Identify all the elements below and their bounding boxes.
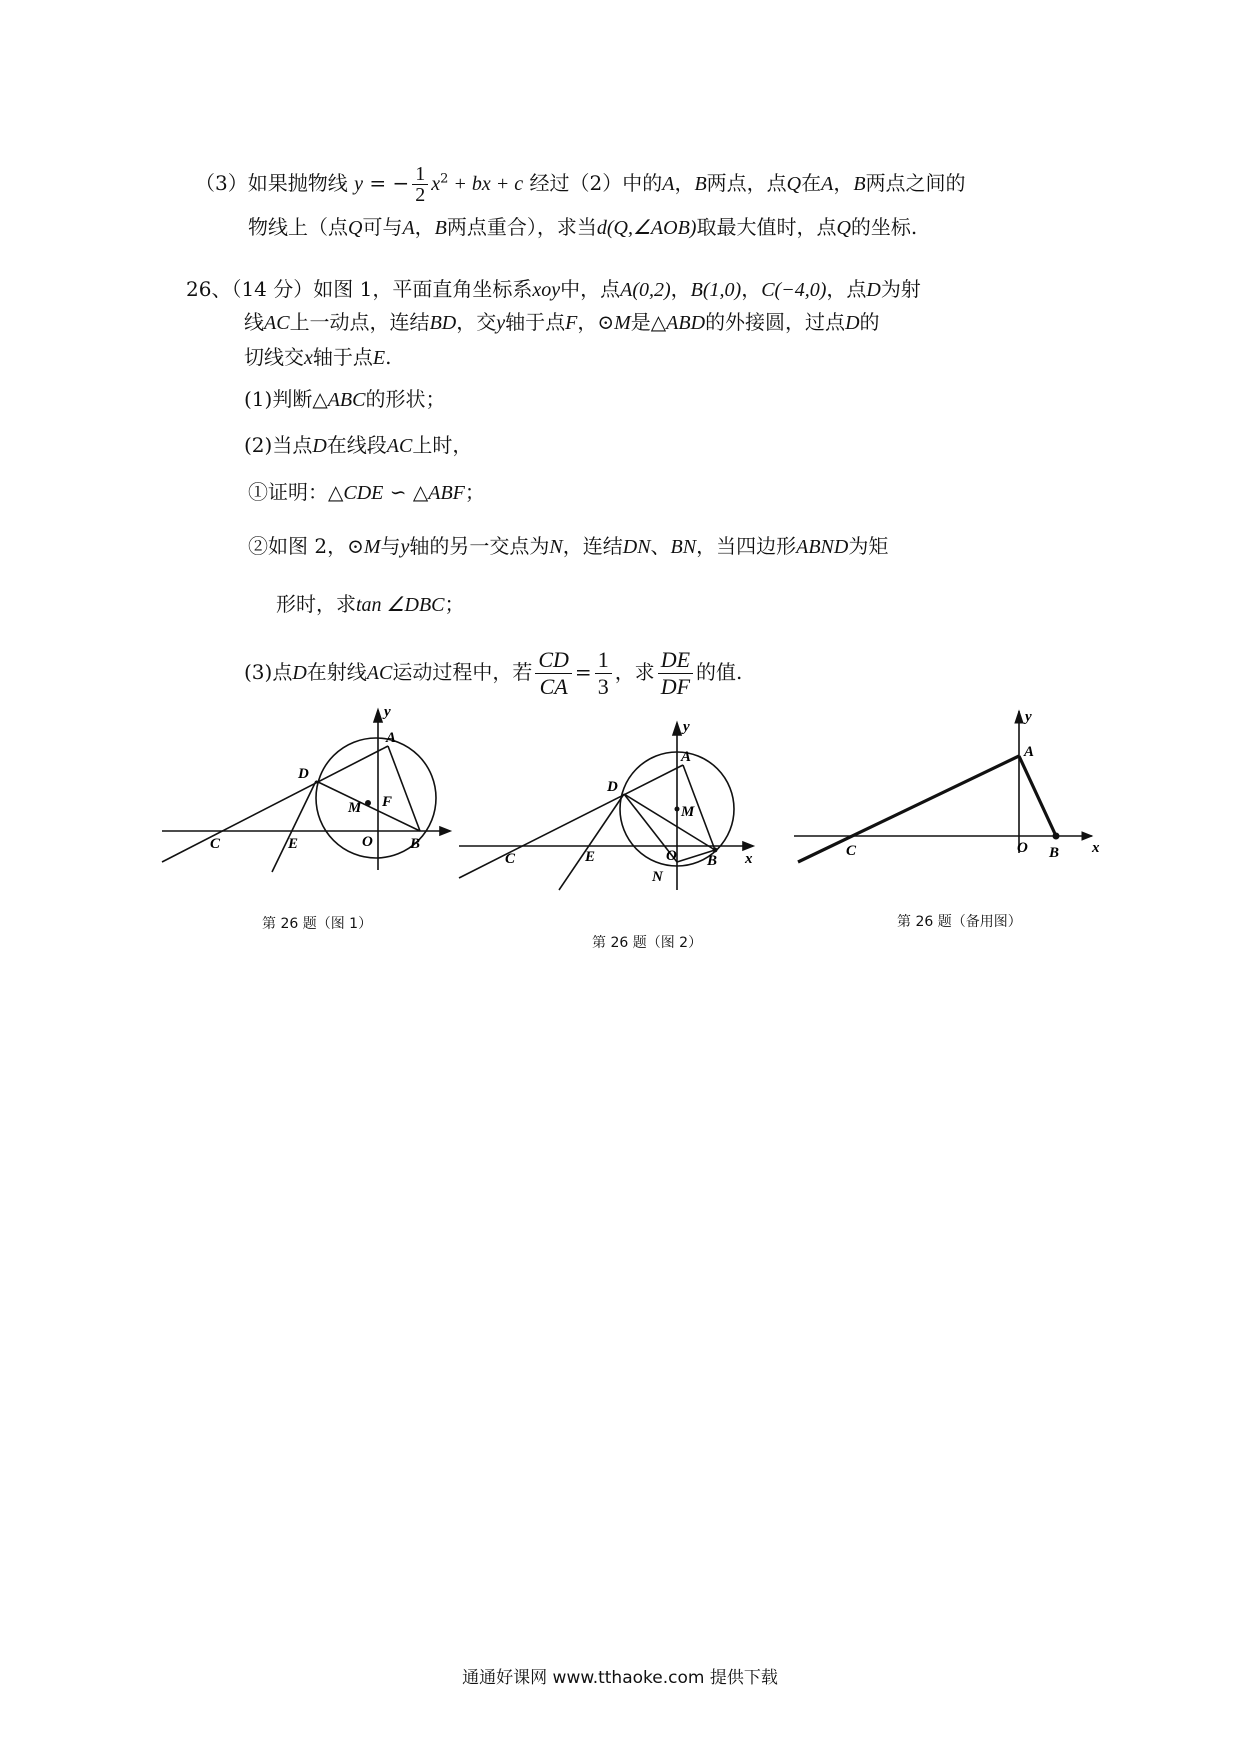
fig3-label-c: C: [846, 843, 857, 859]
figure-2: [455, 715, 765, 895]
footer-source: 通通好课网 www.tthaoke.com 提供下载: [462, 1668, 778, 1688]
fig3-label-b: B: [1049, 845, 1060, 861]
fig2-y-arrow: [673, 723, 681, 735]
fig2-label-o: O: [666, 848, 677, 864]
fig2-label-d: D: [607, 779, 618, 795]
fig1-label-f: F: [382, 794, 393, 810]
fig2-ray-ca: [459, 765, 683, 878]
fig2-label-a: A: [681, 749, 692, 765]
fig3-caption: 第 26 题（备用图）: [897, 914, 1022, 930]
fig3-y-arrow: [1015, 711, 1023, 723]
fig1-label-c: C: [210, 836, 221, 852]
q26-line2: 线AC上一动点，连结BD，交y轴于点F，⊙M是△ABD的外接圆，过点D的: [244, 310, 880, 334]
q26-part2-sub1: ①证明：△CDE ∽ △ABF；: [248, 480, 485, 504]
q26-line1: 26、（14 分）如图 1，平面直角坐标系xoy中，点A(0,2)，B(1,0)，C(−4,0)，点D为射: [186, 277, 921, 301]
fig2-point-b: [713, 848, 718, 853]
fig2-label-e: E: [585, 849, 596, 865]
fraction-cd-over-ca: $\frac{CD}{CA}$: [535, 647, 572, 700]
figure-1: [150, 700, 460, 870]
fraction-one-half: $\frac{1}{2}$: [412, 164, 428, 205]
fig1-label-b: B: [410, 836, 421, 852]
fig3-label-x: x: [1092, 840, 1100, 856]
fig3-point-b: [1053, 833, 1060, 840]
fraction-de-over-df: $\frac{DE}{DF}$: [658, 647, 693, 700]
fig3-label-y: y: [1025, 709, 1032, 725]
fig2-label-y: y: [683, 719, 690, 735]
q26-part2: (2)当点D在线段AC上时，: [244, 433, 473, 457]
fig1-point-m: [365, 800, 371, 806]
q26-line3: 切线交x轴于点E.: [244, 345, 392, 369]
q26-part2-sub2: ②如图 2，⊙M与y轴的另一交点为N，连结DN、BN，当四边形ABND为矩: [248, 534, 889, 558]
fig1-label-y: y: [384, 704, 391, 720]
q26-part1: (1)判断△ABC的形状；: [244, 387, 446, 411]
fig1-label-d: D: [298, 766, 309, 782]
fig1-label-m: M: [348, 800, 362, 816]
fig2-tangent-de: [559, 794, 624, 890]
fraction-one-third: $\frac{1}{3}$: [595, 647, 612, 700]
fig2-label-b: B: [707, 853, 718, 869]
fig2-label-n: N: [652, 869, 663, 885]
fig1-caption: 第 26 题（图 1）: [262, 916, 373, 932]
q26-part2-sub2-cont: 形时，求tan ∠DBC；: [276, 592, 465, 616]
fig1-y-arrow: [374, 710, 382, 722]
fig2-x-arrow: [743, 842, 753, 850]
q25-part3-line1: （3）如果抛物线 y = − $\frac{1}{2}$ $x^2$ + bx + c 经过（2）中的A，B两点，点Q在A，B两点之间的: [195, 163, 966, 206]
fig3-segment-ab: [1019, 756, 1056, 836]
fig1-label-e: E: [288, 836, 299, 852]
fig2-point-m: [675, 807, 680, 812]
fig2-label-m: M: [681, 804, 695, 820]
figure-3: [790, 705, 1110, 865]
fig2-caption: 第 26 题（图 2）: [592, 935, 703, 951]
fig3-ray-ca: [798, 756, 1019, 862]
fig1-label-o: O: [362, 834, 373, 850]
fig2-segment-db: [624, 794, 715, 850]
fig1-x-arrow: [440, 827, 450, 835]
fig3-label-o: O: [1017, 840, 1028, 856]
fig2-label-x: x: [745, 851, 753, 867]
fig3-x-arrow: [1082, 832, 1092, 840]
fig1-label-a: A: [386, 730, 397, 746]
q26-part3: (3)点D在射线AC运动过程中，若 $\frac{CD}{CA}$ = $\frac{1}{3}$ ，求 $\frac{DE}{DF}$ 的值.: [244, 647, 743, 699]
fig3-label-a: A: [1024, 744, 1035, 760]
fig2-label-c: C: [505, 851, 516, 867]
q25-part3-line2: 物线上（点Q可与A，B两点重合），求当d(Q,∠AOB)取最大值时，点Q的坐标.: [248, 215, 918, 239]
